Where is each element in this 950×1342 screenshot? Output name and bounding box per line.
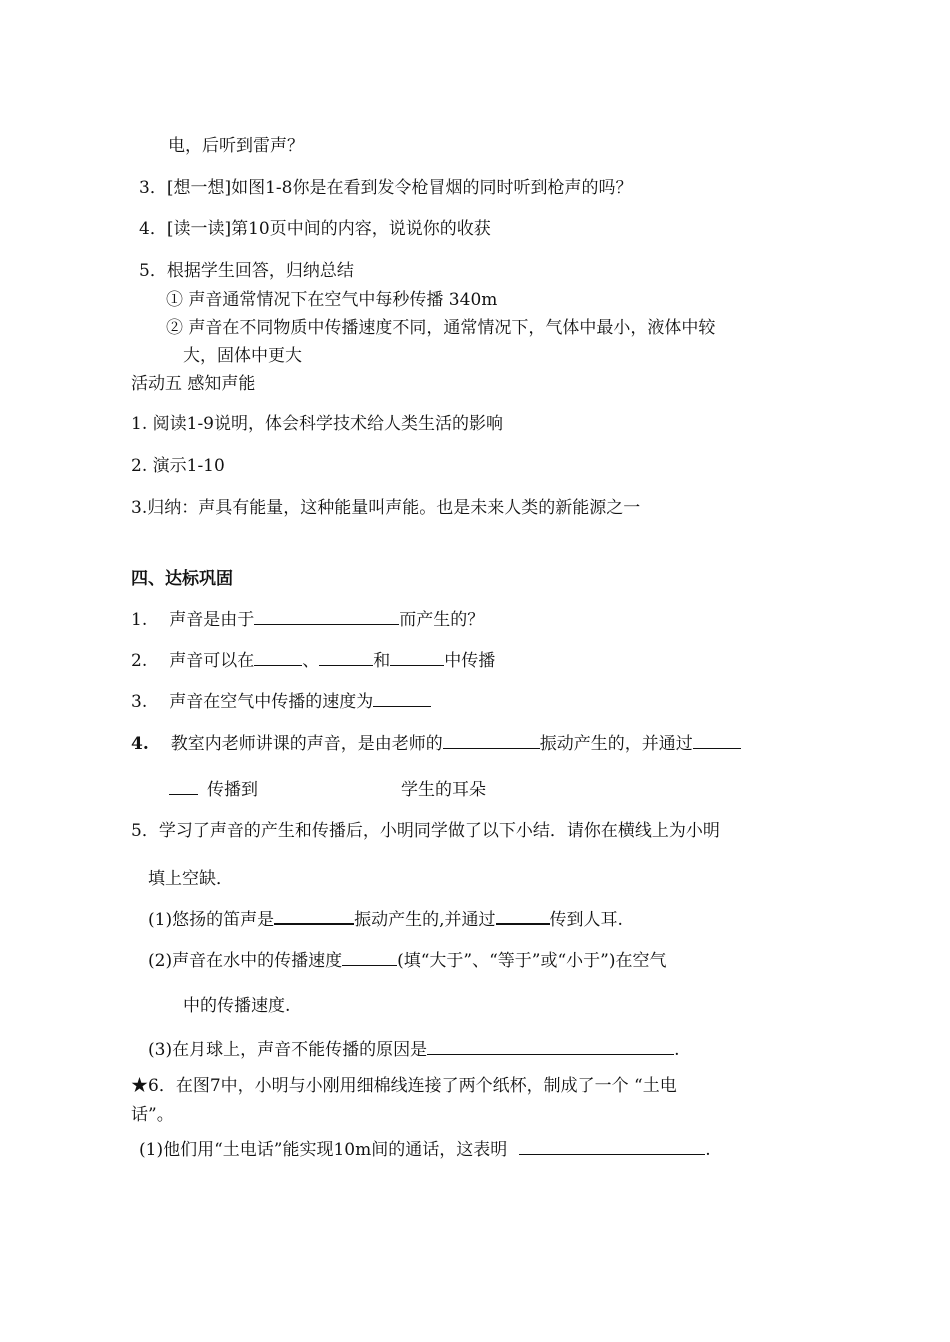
question-text: 传播到 (207, 780, 258, 800)
text-line: ① 声音通常情况下在空气中每秒传播 340m (166, 290, 498, 310)
question-text: 振动产生的,并通过 (354, 910, 496, 930)
question-number: 4. (131, 734, 149, 754)
question-text: (1)悠扬的笛声是 (148, 910, 275, 930)
text-line: 3．[想一想]如图1-8你是在看到发令枪冒烟的同时听到枪声的吗？ (139, 178, 633, 198)
text-line: 1. 阅读1-9说明，体会科学技术给人类生活的影响 (131, 414, 503, 434)
question-number: 2. (131, 651, 148, 671)
question-text: 传到人耳. (549, 910, 623, 930)
question-text: (2)声音在水中的传播速度 (148, 951, 343, 971)
question-6-item-1 (139, 1138, 711, 1161)
text-line: 大，固体中更大 (183, 346, 302, 366)
question-text: 而产生的？ (399, 610, 485, 630)
text-line: 活动五 感知声能 (131, 374, 256, 394)
question-5-item-1 (148, 907, 623, 931)
answer-blank[interactable] (373, 690, 431, 707)
text-line: 5．根据学生回答，归纳总结 (139, 261, 354, 281)
question-text: . (705, 1140, 711, 1160)
question-text: . (674, 1040, 680, 1060)
answer-blank[interactable] (693, 732, 741, 749)
question-5-item-2-cont: 中的传播速度. (183, 996, 291, 1016)
question-5-intro: 填上空缺． (148, 869, 233, 889)
answer-blank[interactable] (390, 649, 444, 666)
question-2 (131, 649, 495, 672)
question-4-cont (169, 778, 486, 801)
question-6-cont: 话”。 (131, 1105, 174, 1125)
question-5-item-3 (148, 1038, 680, 1061)
question-text: 声音是由于 (169, 610, 255, 630)
question-text: 学生的耳朵 (401, 780, 486, 800)
text-line: 电，后听到雷声？ (168, 136, 304, 156)
answer-blank[interactable] (319, 649, 373, 666)
text-line: 4．[读一读]第10页中间的内容，说说你的收获 (139, 219, 491, 239)
question-text: (3)在月球上，声音不能传播的原因是 (148, 1040, 428, 1060)
text-line: ② 声音在不同物质中传播速度不同，通常情况下，气体中最小，液体中较 (166, 318, 716, 338)
answer-blank[interactable] (254, 608, 399, 625)
text-line: 2. 演示1-10 (131, 456, 225, 476)
question-number: 1. (131, 610, 148, 630)
question-4 (131, 732, 741, 755)
text-line: 3.归纳：声具有能量，这种能量叫声能。也是未来人类的新能源之一 (131, 498, 641, 518)
question-text: 中传播 (444, 651, 496, 671)
answer-blank[interactable] (519, 1138, 705, 1155)
question-text: 声音可以在 (169, 651, 255, 671)
question-6: ★6．在图7中，小明与小刚用细棉线连接了两个纸杯，制成了一个 “土电 (131, 1076, 677, 1096)
question-text: 和 (373, 651, 391, 671)
question-5-intro: 5．学习了声音的产生和传播后，小明同学做了以下小结．请你在横线上为小明 (131, 821, 720, 841)
section-title: 四、达标巩固 (131, 569, 233, 589)
answer-blank[interactable] (443, 732, 540, 749)
question-text: (1)他们用“土电话”能实现10m间的通话，这表明 (139, 1140, 508, 1160)
question-text: 、 (302, 651, 320, 671)
question-1 (131, 608, 484, 631)
question-text: 教室内老师讲课的声音，是由老师的 (170, 734, 443, 754)
answer-blank[interactable] (169, 778, 198, 795)
answer-blank[interactable] (342, 949, 397, 966)
question-5-item-2 (148, 949, 667, 972)
answer-blank[interactable] (254, 649, 302, 666)
answer-blank[interactable] (274, 907, 354, 925)
answer-blank[interactable] (496, 907, 550, 925)
question-3 (131, 690, 431, 713)
question-text: (填“大于”、“等于”或“小于”)在空气 (397, 951, 667, 971)
question-number: 3. (131, 692, 148, 712)
answer-blank[interactable] (427, 1038, 674, 1055)
question-text: 振动产生的，并通过 (539, 734, 693, 754)
question-text: 声音在空气中传播的速度为 (169, 692, 374, 712)
